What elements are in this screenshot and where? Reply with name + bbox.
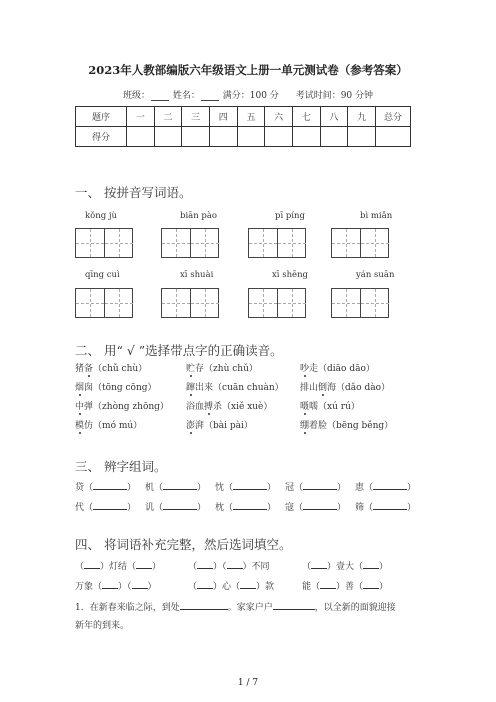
idiom-item[interactable]: （ ）壹大（ ） (302, 559, 388, 572)
score-cell[interactable] (348, 127, 376, 147)
class-label: 班级： (122, 91, 150, 101)
fill-in-question-1: 1．在新春来临之际，到处 。家家户户 ，以全新的面貌迎接 (75, 600, 396, 613)
score-header-cell: 九 (348, 107, 376, 127)
score-cell[interactable] (154, 127, 182, 147)
full-marks: 满分：100 分 (222, 91, 279, 101)
name-label: 姓名： (172, 91, 200, 101)
pinyin-label: biān pào (180, 211, 218, 221)
word-group-item[interactable]: 寇（ ） (285, 500, 346, 513)
score-cell[interactable] (265, 127, 293, 147)
reading-item[interactable]: 澎湃（bài pài） (186, 421, 253, 431)
reading-item[interactable]: 贮存（zhù chǔ） (186, 364, 258, 374)
idiom-item[interactable]: （ ）心（ ）款 (188, 579, 274, 592)
word-group-item[interactable]: 枕（ ） (215, 500, 276, 513)
score-header-cell: 六 (265, 107, 293, 127)
pinyin-label: xī shuài (180, 270, 214, 280)
reading-item[interactable]: 蹿出来（cuān chuàn） (186, 383, 284, 393)
idiom-item[interactable]: 能（ ）善（ ） (302, 579, 388, 592)
word-group-item[interactable]: 冠（ ） (285, 480, 346, 493)
reading-item[interactable]: 嗫嚅（xú rú） (300, 402, 360, 412)
score-header-cell: 七 (292, 107, 320, 127)
section3-heading: 三、 辨字组词。 (75, 459, 167, 474)
pinyin-label: pī píng (275, 211, 305, 221)
score-cell[interactable] (182, 127, 210, 147)
score-header-row (76, 107, 411, 127)
writing-grid[interactable] (161, 288, 219, 318)
class-blank[interactable] (151, 90, 169, 101)
score-header-cell: 一 (127, 107, 155, 127)
writing-grid[interactable] (248, 228, 306, 258)
score-value-row (76, 127, 411, 147)
score-header-cell: 四 (209, 107, 237, 127)
score-header-cell: 总分 (376, 107, 411, 127)
section4-heading: 四、 将词语补充完整，然后选词填空。 (75, 537, 292, 552)
score-cell[interactable] (376, 127, 411, 147)
score-header-cell: 三 (182, 107, 210, 127)
writing-grid[interactable] (161, 228, 219, 258)
pinyin-label: kǒng jù (85, 211, 117, 221)
pinyin-label: yán suān (356, 270, 395, 280)
page-title: 2023年人教部编版六年级语文上册一单元测试卷（参考答案） (88, 63, 408, 77)
fill-in-question-1-line2: 新年的到来。 (75, 621, 130, 631)
writing-grid[interactable] (75, 228, 133, 258)
score-row-label: 得分 (76, 127, 127, 147)
word-group-item[interactable]: 代（ ） (75, 500, 136, 513)
score-table (75, 106, 411, 147)
score-cell[interactable] (292, 127, 320, 147)
word-group-item[interactable]: 讥（ ） (145, 500, 206, 513)
section1-heading: 一、 按拼音写词语。 (75, 185, 192, 200)
reading-item[interactable]: 浴血搏杀（xiě xuè） (186, 402, 273, 412)
reading-item[interactable]: 排山倒海（dǎo dào） (300, 383, 390, 393)
score-cell[interactable] (237, 127, 265, 147)
score-header-cell: 八 (320, 107, 348, 127)
score-header-cell: 题序 (76, 107, 127, 127)
pinyin-label: bì miǎn (360, 211, 393, 221)
idiom-item[interactable]: 万象（ ）（ ） (75, 579, 157, 592)
writing-grid[interactable] (331, 288, 389, 318)
answer-blank[interactable] (273, 600, 315, 610)
reading-item[interactable]: 绷着脸（bēng běng） (300, 421, 394, 431)
exam-time: 考试时间：90 分钟 (295, 91, 374, 101)
score-cell[interactable] (209, 127, 237, 147)
page-number: 1 / 7 (237, 678, 259, 688)
word-group-item[interactable]: 恵（ ） (355, 480, 416, 493)
pinyin-label: qīng cuì (85, 270, 120, 280)
reading-item[interactable]: 吵走（diāo dāo） (300, 364, 375, 374)
word-group-item[interactable]: 忱（ ） (215, 480, 276, 493)
pinyin-label: xī shēng (272, 270, 308, 280)
writing-grid[interactable] (75, 288, 133, 318)
reading-item[interactable]: 模仿（mó mú） (75, 421, 143, 431)
reading-item[interactable]: 中弹（zhòng zhōng） (75, 402, 169, 412)
reading-item[interactable]: 烟囱（tōng cōng） (75, 383, 157, 393)
reading-item[interactable]: 猪备（chǔ chù） (75, 364, 148, 374)
name-blank[interactable] (201, 90, 219, 101)
word-group-item[interactable]: 筛（ ） (355, 500, 416, 513)
word-group-item[interactable]: 贷（ ） (75, 480, 136, 493)
answer-blank[interactable] (180, 600, 228, 610)
score-cell[interactable] (320, 127, 348, 147)
writing-grid[interactable] (248, 288, 306, 318)
word-group-item[interactable]: 机（ ） (145, 480, 206, 493)
idiom-item[interactable]: （ ）灯结（ ） (75, 559, 161, 572)
score-header-cell: 五 (237, 107, 265, 127)
section2-heading: 二、 用“ √ ”选择带点字的正确读音。 (75, 343, 283, 358)
score-header-cell: 二 (154, 107, 182, 127)
writing-grid[interactable] (331, 228, 389, 258)
idiom-item[interactable]: （ ）（ ）不同 (188, 559, 270, 572)
score-cell[interactable] (127, 127, 155, 147)
exam-info (0, 88, 496, 101)
